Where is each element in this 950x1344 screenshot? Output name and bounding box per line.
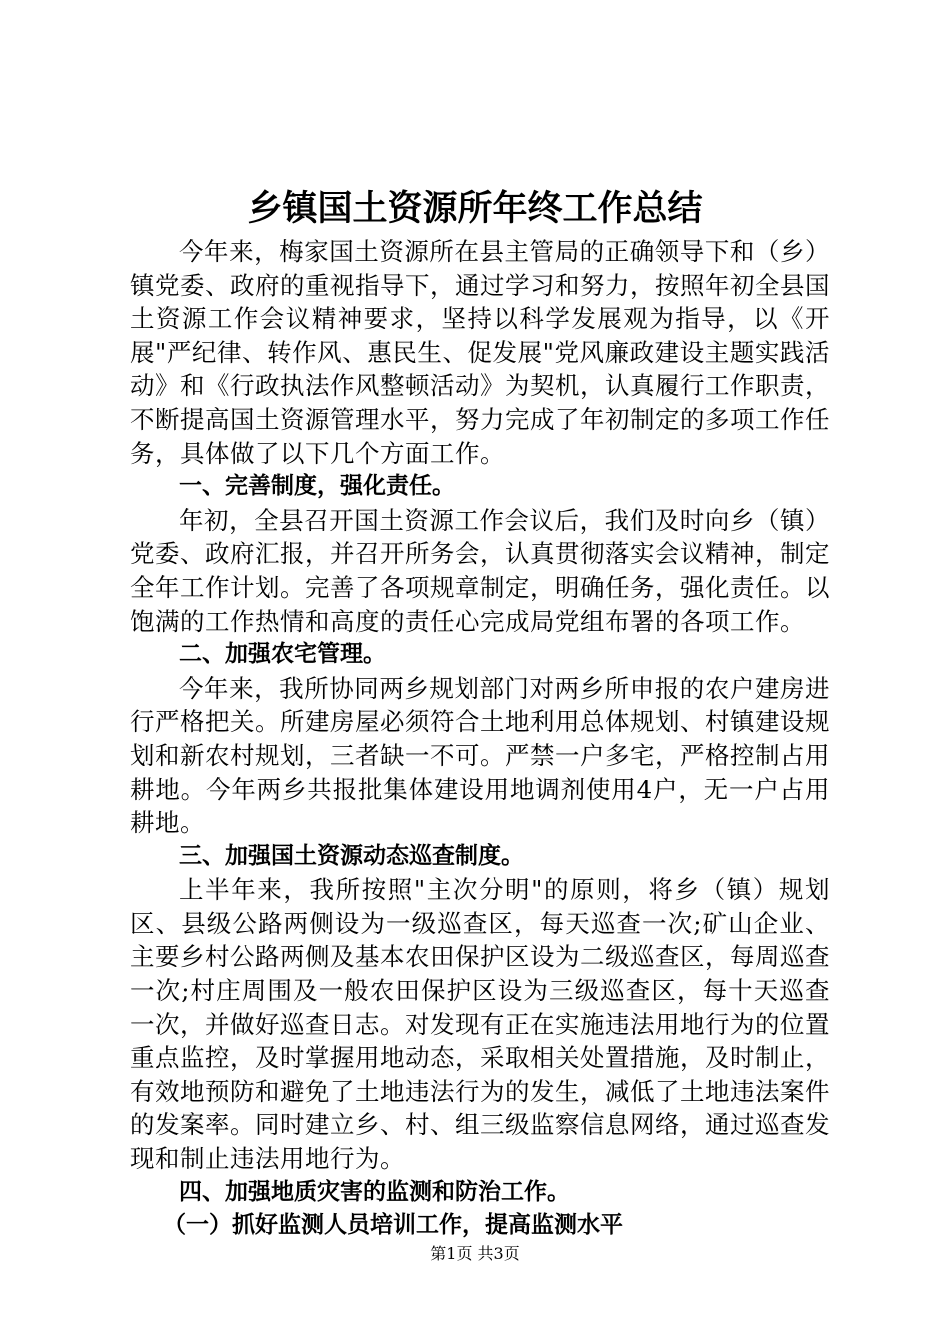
document-title: 乡镇国土资源所年终工作总结 xyxy=(247,189,703,229)
document-body xyxy=(130,235,830,1243)
section-2-text: 今年来，我所协同两乡规划部门对两乡所申报的农户建房进行严格把关。所建房屋必须符合土地利用总体规划、村镇建设规划和新农村规划，三者缺一不可。严禁一户多宅，严格控制占用耕地。今年两乡共报批集体建设用地调剂使用4户，无一户占用耕地。 xyxy=(130,673,830,838)
section-3-text: 上半年来，我所按照"主次分明"的原则，将乡（镇）规划区、县级公路两侧设为一级巡查区，每天巡查一次;矿山企业、主要乡村公路两侧及基本农田保护区设为二级巡查区，每周巡查一次;村庄周围及一般农田保护区设为三级巡查区，每十天巡查一次，并做好巡查日志。对发现有正在实施违法用地行为的位置重点监控，及时掌握用地动态，采取相关处置措施，及时制止，有效地预防和避免了土地违法行为的发生，减低了土地违法案件的发案率。同时建立乡、村、组三级监察信息网络，通过巡查发现和制止违法用地行为。 xyxy=(130,875,830,1174)
section-4-subheading: （一）抓好监测人员培训工作，提高监测水平 xyxy=(163,1212,623,1239)
section-1-heading: 一、完善制度，强化责任。 xyxy=(179,473,455,500)
section-2-heading: 二、加强农宅管理。 xyxy=(179,641,386,668)
section-3-heading: 三、加强国土资源动态巡查制度。 xyxy=(179,842,524,869)
page-footer: 第1页 共3页 xyxy=(430,1244,520,1263)
intro-paragraph: 今年来，梅家国土资源所在县主管局的正确领导下和（乡）镇党委、政府的重视指导下，通过学习和努力，按照年初全县国土资源工作会议精神要求，坚持以科学发展观为指导，以《开展"严纪律、转作风、惠民生、促发展"党风廉政建设主题实践活动》和《行政执法作风整顿活动》为契机，认真履行工作职责，不断提高国土资源管理水平，努力完成了年初制定的多项工作任务，具体做了以下几个方面工作。 xyxy=(130,237,830,468)
section-1-text: 年初，全县召开国土资源工作会议后，我们及时向乡（镇）党委、政府汇报，并召开所务会，认真贯彻落实会议精神，制定全年工作计划。完善了各项规章制定，明确任务，强化责任。以饱满的工作热情和高度的责任心完成局党组布署的各项工作。 xyxy=(130,505,830,636)
section-4-heading: 四、加强地质灾害的监测和防治工作。 xyxy=(179,1178,570,1205)
